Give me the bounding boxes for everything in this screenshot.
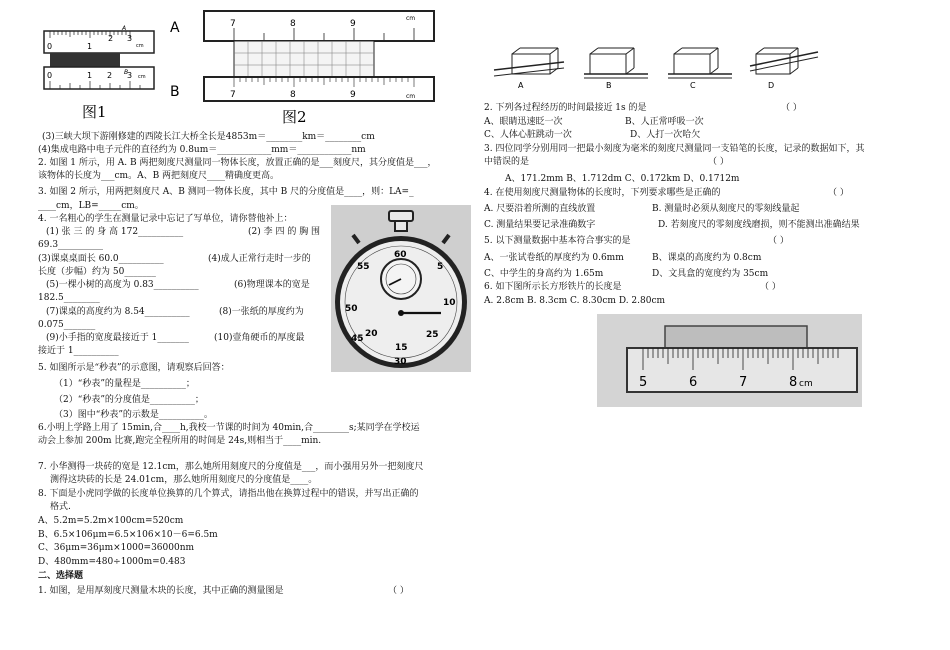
ruler-a-num-3: 3 — [127, 34, 133, 43]
stopwatch-num-30: 30 — [394, 357, 407, 367]
choice-q5-option-b: B、课桌的高度约为 0.8cm — [652, 253, 762, 263]
q1-line4: (4)集成电路中电子元件的直径约为 0.8um＝____________mm＝____________nm — [38, 145, 366, 155]
q5-part1: （1）“秒表”的量程是__________； — [54, 379, 195, 389]
ruler-unit: cm — [799, 379, 813, 389]
diagram-label-a: A — [518, 81, 524, 90]
choice-q2-paren: （ ） — [781, 103, 802, 113]
measured-object — [50, 53, 120, 67]
ruler-a-num-1: 1 — [87, 42, 93, 51]
q4-item2-cont: 69.3__________ — [38, 240, 104, 250]
ruler-a-unit: cm — [136, 43, 144, 49]
diagram-label-b: B — [606, 81, 612, 90]
stopwatch-num-15: 15 — [395, 343, 408, 353]
stopwatch-num-25: 25 — [426, 330, 439, 340]
choice-q4-paren: （ ） — [828, 188, 849, 198]
ruler-num-5: 5 — [639, 375, 648, 390]
q4-item5: (5)一棵小树的高度为 0.83__________ — [46, 280, 199, 290]
choice-q5-option-a: A、一张试卷纸的厚度约为 0.6mm — [484, 253, 624, 263]
q4-item1: (1) 张 三 的 身 高 172__________ — [46, 227, 184, 237]
q4-item10-cont: 接近于 1__________ — [38, 346, 119, 356]
q4-item10: (10)壹角硬币的厚度最 — [214, 333, 305, 343]
stopwatch-num-45: 45 — [351, 334, 364, 344]
q2-line2: 该物体的长度为___cm。A、B 两把刻度尺____精确度更高。 — [38, 171, 280, 181]
ruler-a-num-2: 2 — [108, 34, 114, 43]
stopwatch-num-60: 60 — [394, 250, 407, 260]
figure-1 — [40, 25, 158, 123]
ruler-photo-drawing — [597, 314, 862, 407]
ruler-a-num-0: 0 — [47, 42, 53, 51]
choice-q2-option-d: D、人打一次哈欠 — [630, 130, 701, 140]
ruler-num-8: 8 — [789, 375, 798, 390]
choice-q3-paren: （ ） — [708, 157, 729, 167]
ruler-num-6: 6 — [689, 375, 698, 390]
choice-q4-option-c: C. 测量结果要记录准确数字 — [484, 220, 596, 230]
q8-option-d: D、480mm=480÷1000m=0.483 — [38, 557, 186, 567]
q4-item8-cont: 0.075_______ — [38, 320, 96, 330]
diagram-label-d: D — [768, 81, 775, 90]
choice-q2-option-a: A、眼睛迅速眨一次 — [484, 117, 563, 127]
q8-option-a: A、5.2m=5.2m×100cm=520cm — [38, 516, 184, 526]
fig2-a-num-7: 7 — [230, 19, 236, 29]
choice-q4-option-d: D. 若刻度尺的零刻度线磨损，则不能测出准确结果 — [658, 220, 860, 230]
figure-1-caption: 图1 — [82, 103, 107, 121]
measurement-diagrams — [488, 40, 828, 92]
measurement-diagrams-drawing — [488, 40, 828, 92]
q4-item4: (4)成人正常行走时一步的 — [208, 254, 311, 264]
q8-line2: 格式. — [50, 502, 71, 512]
q3-line1: 3. 如图 2 所示，用两把刻度尺 A、B 测同一物体长度，其中 B 尺的分度值是____，则：LA=_ — [38, 187, 414, 197]
ruler-a-label: A — [122, 25, 127, 32]
choice-q3-line1: 3. 四位同学分别用同一把最小刻度为毫米的刻度尺测量同一支铅笔的长度，记录的数据如下，其 — [484, 144, 865, 154]
ruler-photo — [597, 314, 862, 407]
choice-q6-options: A. 2.8cm B. 8.3cm C. 8.30cm D. 2.80cm — [484, 296, 666, 306]
fig2-b-num-8: 8 — [290, 90, 296, 100]
q7-line2: 测得这块砖的长是 24.01cm，那么她所用刻度尺的分度值是____。 — [50, 475, 318, 485]
q3-line2: ____cm，LB=_____cm。 — [38, 201, 144, 211]
ruler-b-num-3: 3 — [127, 71, 133, 80]
q4-item6: (6)物理课本的宽是 — [234, 280, 310, 290]
fig2-label-b: B — [170, 84, 180, 100]
stopwatch-num-55: 55 — [357, 262, 370, 272]
q8-option-b: B、6.5×106μm=6.5×106×10－6=6.5m — [38, 530, 218, 540]
q4-item6-cont: 182.5________ — [38, 293, 100, 303]
fig2-a-num-8: 8 — [290, 19, 296, 29]
section-choice-heading: 二、选择题 — [38, 571, 84, 581]
choice-q2-option-b: B、人正常呼吸一次 — [625, 117, 704, 127]
figure-2-caption: 图2 — [282, 108, 307, 126]
ruler-b-num-2: 2 — [107, 71, 113, 80]
q6-line1: 6.小明上学路上用了 15min,合____h,我校一节课的时间为 40min,合________s;某同学在学校运 — [38, 423, 420, 433]
choice-q1-paren: （ ） — [388, 586, 409, 596]
choice-q6: 6. 如下图所示长方形铁片的长度是 — [484, 282, 622, 292]
q4-item7: (7)课桌的高度约为 8.54__________ — [46, 307, 190, 317]
choice-q3-options: A、171.2mm B、1.712dm C、0.172km D、0.1712m — [505, 174, 740, 184]
figure-2 — [168, 6, 438, 126]
q4-item9: (9)小手指的宽度最接近于 1_______ — [46, 333, 189, 343]
q8-line1: 8. 下面是小虎同学做的长度单位换算的几个算式，请指出他在换算过程中的错误，并写出正确的 — [38, 489, 419, 499]
choice-q5-paren: （ ） — [768, 236, 789, 246]
q5-title: 5. 如图所示是“秒表”的示意图，请观察后回答： — [38, 363, 230, 373]
q7-line1: 7. 小华测得一块砖的宽是 12.1cm，那么她所用刻度尺的分度值是___，而小强用另外一把刻度尺 — [38, 462, 424, 472]
q4-item2: (2) 李 四 的 胸 围 — [248, 227, 321, 237]
q4-item8: (8)一张纸的厚度约为 — [219, 307, 304, 317]
ruler-b-label: B — [124, 69, 129, 76]
q5-part3: （3）图中“秒表”的示数是__________。 — [54, 410, 213, 420]
choice-q4: 4. 在使用刻度尺测量物体的长度时，下列要求哪些是正确的 — [484, 188, 721, 198]
q6-line2: 动会上参加 200m 比赛,跑完全程所用的时间是 24s,则相当于____min. — [38, 436, 322, 446]
stopwatch-figure — [331, 205, 471, 372]
stopwatch-num-5: 5 — [437, 262, 444, 272]
choice-q4-option-a: A. 尺要沿着所测的直线放置 — [484, 204, 596, 214]
q4-title: 4. 一名粗心的学生在测量记录中忘记了写单位，请你替他补上： — [38, 214, 293, 224]
fig2-label-a: A — [170, 20, 180, 36]
q8-option-c: C、36μm=36μm×1000=36000nm — [38, 543, 195, 553]
fig2-a-unit: cm — [406, 15, 416, 22]
fig2-a-num-9: 9 — [350, 19, 356, 29]
fig2-b-unit: cm — [406, 93, 416, 100]
ruler-b-num-1: 1 — [87, 71, 93, 80]
stopwatch-drawing — [331, 205, 471, 372]
choice-q3-line2: 中错误的是 — [484, 157, 530, 167]
choice-q2: 2. 下列各过程经历的时间最接近 1s 的是 — [484, 103, 647, 113]
q1-line3: (3)三峡大坝下游刚修建的西陵长江大桥全长是4853m＝________km＝________cm — [42, 132, 375, 142]
fig2-b-num-9: 9 — [350, 90, 356, 100]
figure-2-drawing — [168, 6, 438, 126]
choice-q5-option-c: C、中学生的身高约为 1.65m — [484, 269, 604, 279]
choice-q4-option-b: B. 测量时必须从刻度尺的零刻线量起 — [652, 204, 800, 214]
q4-item3: (3)课桌桌面长 60.0__________ — [38, 254, 164, 264]
stopwatch-num-20: 20 — [365, 329, 378, 339]
fig2-b-num-7: 7 — [230, 90, 236, 100]
choice-q1: 1. 如图，是用厚刻度尺测量木块的长度，其中正确的测量图是 — [38, 586, 284, 596]
choice-q2-option-c: C、人体心脏跳动一次 — [484, 130, 572, 140]
choice-q6-paren: （ ） — [760, 282, 781, 292]
q5-part2: （2）“秒表”的分度值是__________； — [54, 395, 204, 405]
diagram-label-c: C — [690, 81, 696, 90]
stopwatch-num-50: 50 — [345, 304, 358, 314]
q4-item4-cont: 长度（步幅）约为 50_______ — [38, 267, 156, 277]
choice-q5-option-d: D、文具盒的宽度约为 35cm — [652, 269, 769, 279]
ruler-b-unit: cm — [138, 74, 146, 80]
figure-1-drawing — [40, 25, 158, 123]
q2-line1: 2. 如图 1 所示，用 A. B 两把刻度尺测量同一物体长度，放置正确的是___刻度尺，其分度值是___， — [38, 158, 437, 168]
stopwatch-num-10: 10 — [443, 298, 456, 308]
ruler-num-7: 7 — [739, 375, 748, 390]
ruler-b-num-0: 0 — [47, 71, 53, 80]
choice-q5: 5. 以下测量数据中基本符合事实的是 — [484, 236, 631, 246]
